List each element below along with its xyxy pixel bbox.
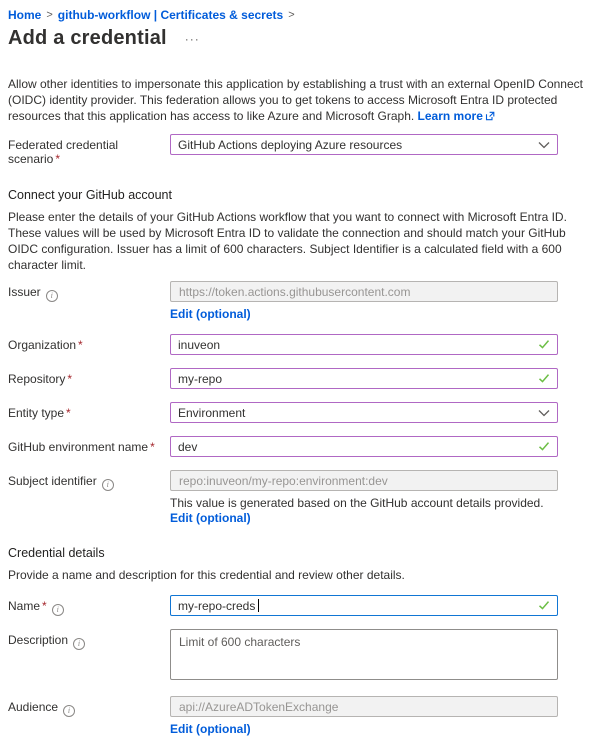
breadcrumb-separator: > <box>46 9 53 21</box>
repository-label-text: Repository <box>8 372 66 386</box>
valid-checkmark-icon <box>538 440 550 455</box>
subject-identifier-input <box>170 470 558 491</box>
description-label-text: Description <box>8 633 69 647</box>
page-title: Add a credential <box>8 27 167 49</box>
required-mark: * <box>66 406 71 420</box>
organization-label <box>8 334 170 352</box>
valid-checkmark-icon <box>538 338 550 353</box>
environment-name-row <box>8 436 590 457</box>
organization-input[interactable] <box>170 334 558 355</box>
external-link-icon <box>485 109 495 125</box>
intro-text: Allow other identities to impersonate this application by establishing a trust with an external OpenID Connect (OIDC) identity provider. This federation allows you to get tokens to access Microsoft Entra ID protected resources that this application has access to like Azure and Microsoft Graph. <box>8 77 583 123</box>
scenario-label <box>8 134 170 166</box>
description-label <box>8 629 170 650</box>
subject-identifier-row <box>8 470 590 526</box>
breadcrumb-home[interactable]: Home <box>8 8 42 22</box>
entity-type-label-text: Entity type <box>8 406 65 420</box>
info-icon[interactable]: i <box>73 638 85 650</box>
organization-row <box>8 334 590 355</box>
subject-identifier-label-text: Subject identifier <box>8 474 97 488</box>
issuer-label-text: Issuer <box>8 285 41 299</box>
scenario-label-text: Federated credential scenario <box>8 138 119 166</box>
text-cursor <box>258 599 259 612</box>
scenario-selected-value: GitHub Actions deploying Azure resources <box>178 137 403 152</box>
audience-edit-link[interactable]: Edit (optional) <box>170 722 251 736</box>
repository-label <box>8 368 170 386</box>
github-section-heading: Connect your GitHub account <box>8 188 172 202</box>
title-row <box>8 27 590 50</box>
info-icon[interactable]: i <box>102 479 114 491</box>
info-icon[interactable]: i <box>63 705 75 717</box>
entity-type-label <box>8 402 170 420</box>
required-mark: * <box>55 152 61 166</box>
valid-checkmark-icon <box>538 372 550 387</box>
learn-more-link[interactable]: Learn more <box>417 109 483 123</box>
issuer-label <box>8 281 170 302</box>
breadcrumb-separator: > <box>288 9 295 21</box>
entity-type-row <box>8 402 590 423</box>
chevron-down-icon <box>538 138 550 152</box>
issuer-row <box>8 281 590 321</box>
description-textarea[interactable] <box>170 629 558 680</box>
audience-row <box>8 696 590 736</box>
audience-input <box>170 696 558 717</box>
info-icon[interactable]: i <box>52 604 64 616</box>
required-mark: * <box>67 372 73 386</box>
subject-identifier-edit-link[interactable]: Edit (optional) <box>170 511 251 525</box>
entity-type-selected-value: Environment <box>178 405 246 420</box>
credential-section-description: Provide a name and description for this credential and review other details. <box>8 568 405 582</box>
description-row <box>8 629 590 683</box>
required-mark: * <box>42 599 47 613</box>
repository-row <box>8 368 590 389</box>
subject-identifier-helper <box>170 496 558 526</box>
scenario-select[interactable] <box>170 134 558 155</box>
subject-identifier-helper-text: This value is generated based on the GitHub account details provided. <box>170 496 544 510</box>
subject-identifier-label <box>8 470 170 491</box>
repository-input[interactable] <box>170 368 558 389</box>
credential-section-heading: Credential details <box>8 546 105 560</box>
environment-name-label-text: GitHub environment name <box>8 440 149 454</box>
info-icon[interactable]: i <box>46 290 58 302</box>
issuer-input <box>170 281 558 302</box>
entity-type-select[interactable] <box>170 402 558 423</box>
name-input[interactable] <box>170 595 558 616</box>
breadcrumb-certificates-secrets[interactable]: github-workflow | Certificates & secrets <box>57 8 284 22</box>
audience-label-text: Audience <box>8 700 59 714</box>
name-label <box>8 595 170 616</box>
name-row <box>8 595 590 616</box>
required-mark: * <box>150 440 155 454</box>
name-label-text: Name <box>8 599 41 613</box>
required-mark: * <box>78 338 83 352</box>
audience-label <box>8 696 170 717</box>
environment-name-label <box>8 436 170 454</box>
more-menu-icon[interactable]: ··· <box>184 31 200 46</box>
chevron-down-icon <box>538 406 550 420</box>
breadcrumb <box>8 8 590 22</box>
valid-checkmark-icon <box>538 599 550 614</box>
github-section-description: Please enter the details of your GitHub Actions workflow that you want to connect with Microsoft Entra ID. These values will be used by Microsoft Entra ID to validate the connection and should match your GitHub OIDC configuration. Issuer has a limit of 600 characters. Subject Identifier is a calculated field with a 600 character limit. <box>8 210 567 272</box>
issuer-edit-link[interactable]: Edit (optional) <box>170 307 251 321</box>
environment-name-input[interactable] <box>170 436 558 457</box>
scenario-row <box>8 134 590 166</box>
intro-paragraph <box>8 76 590 125</box>
organization-label-text: Organization <box>8 338 77 352</box>
